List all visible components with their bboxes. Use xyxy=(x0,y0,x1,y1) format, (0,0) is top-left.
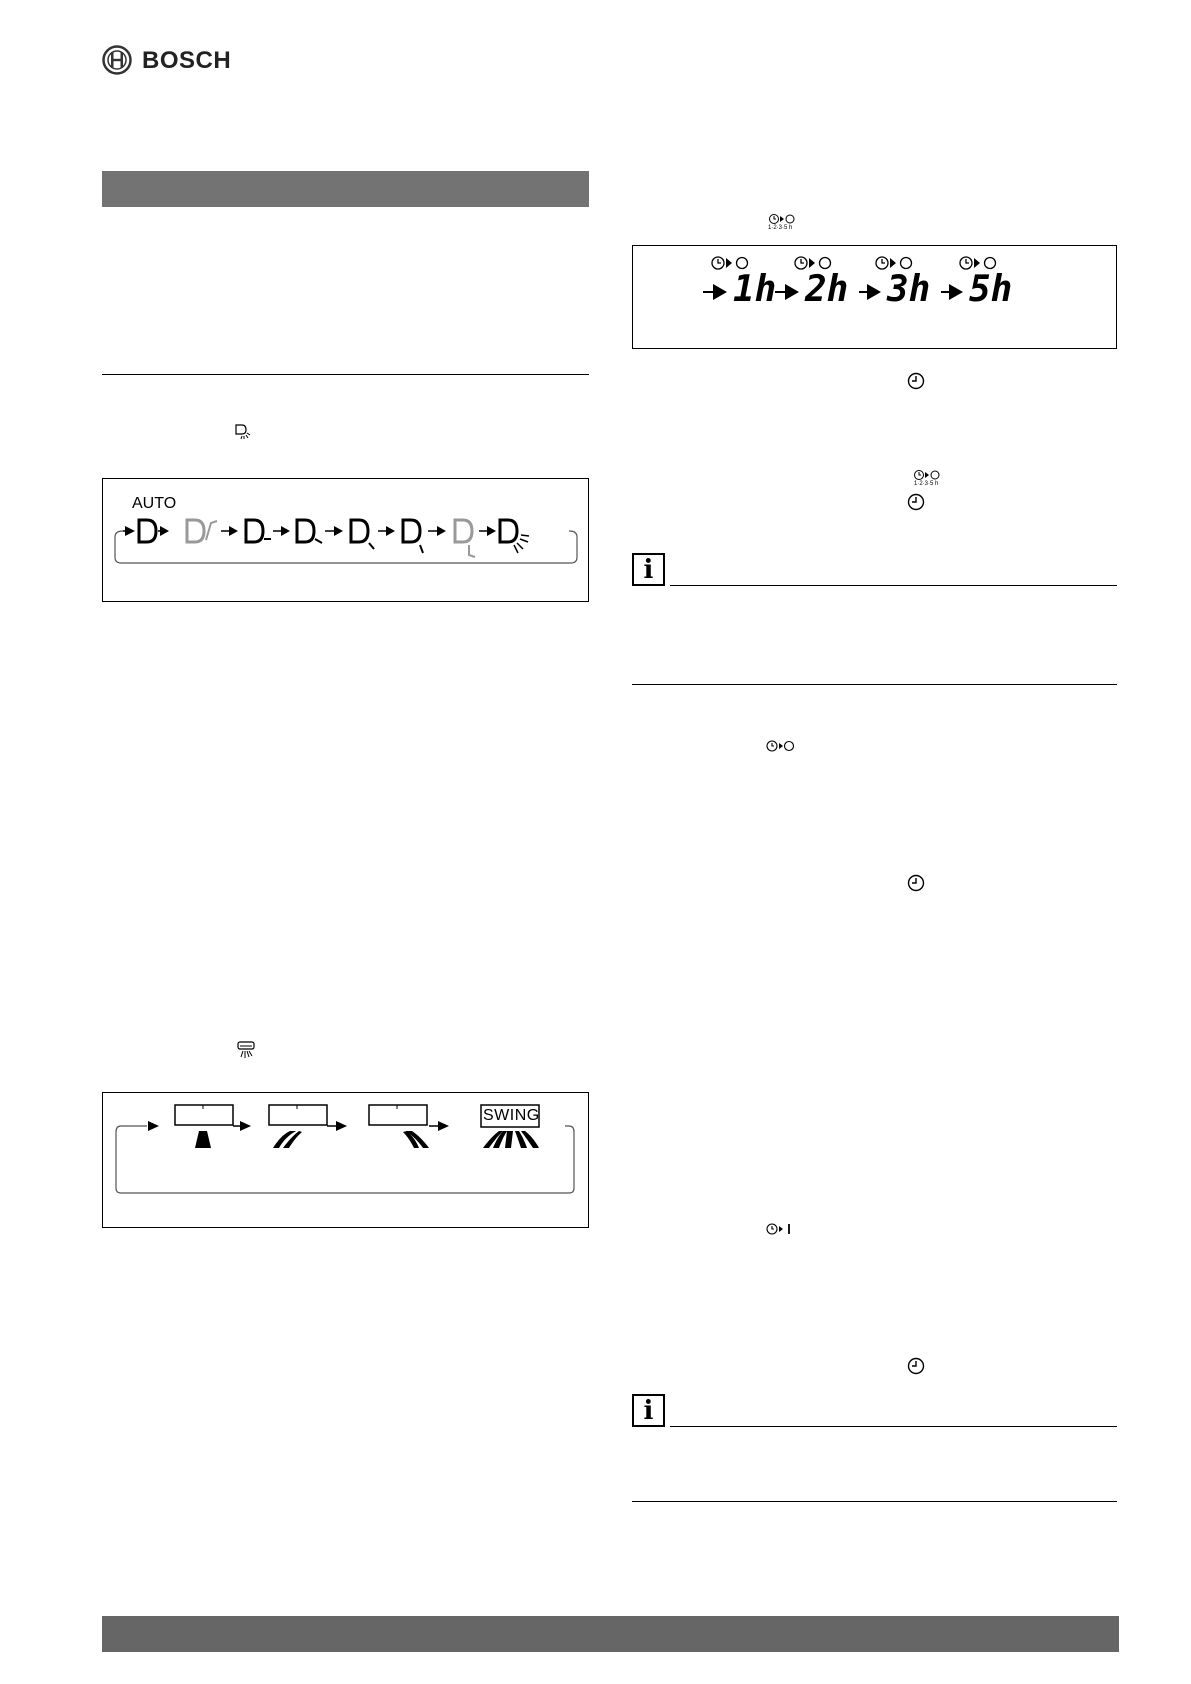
swing-position-diagram xyxy=(102,1092,589,1228)
louver-cycle-graphic xyxy=(103,479,588,601)
arrow-icon xyxy=(125,526,135,536)
bosch-logo xyxy=(102,44,232,78)
footer-bar xyxy=(102,1616,1119,1652)
louver-horizontal-icon xyxy=(236,1040,256,1060)
left-divider xyxy=(102,374,589,375)
auto-label: AUTO xyxy=(132,495,177,512)
louver-pos-5 xyxy=(351,520,368,542)
bosch-emblem-icon xyxy=(102,45,132,75)
timer-step-5h: 5h xyxy=(969,269,1013,310)
off-timer-diagram xyxy=(632,245,1117,349)
timer-step-3h: 3h xyxy=(887,269,931,310)
louver-pos-3 xyxy=(246,520,263,542)
clock-icon xyxy=(907,1357,925,1375)
clock-icon xyxy=(907,874,925,892)
clock-icon xyxy=(907,493,925,511)
arrow-icon xyxy=(148,1121,159,1131)
info-icon: i xyxy=(632,1394,665,1427)
timer-icons-row xyxy=(633,246,1116,348)
louver-pos-2 xyxy=(187,520,204,542)
louver-position-diagram xyxy=(102,478,589,602)
off-timer-icon xyxy=(766,213,796,233)
brand-name: BOSCH xyxy=(142,47,232,74)
off-timer-caption: 1·2·3·5 h xyxy=(768,225,793,231)
swing-label: SWING xyxy=(483,1107,540,1124)
clock-to-on-icon xyxy=(766,1222,794,1236)
louver-pos-swing xyxy=(500,520,517,542)
louver-pos-6 xyxy=(403,520,420,542)
info-note-rule xyxy=(670,1426,1117,1427)
right-divider xyxy=(632,684,1117,685)
louver-pos-1 xyxy=(139,520,156,542)
info-icon: i xyxy=(632,553,665,586)
louver-pos-7 xyxy=(455,520,472,542)
clock-to-off-icon xyxy=(914,469,940,481)
timer-step-2h: 2h xyxy=(805,269,849,310)
louver-vertical-icon xyxy=(233,422,253,444)
clock-to-off-icon xyxy=(769,213,795,225)
clock-icon xyxy=(907,372,925,390)
off-timer-icon-small xyxy=(914,469,944,489)
info-note-rule xyxy=(670,585,1117,586)
louver-pos-4 xyxy=(297,520,314,542)
timer-step-1h: 1h xyxy=(733,269,777,310)
section-header-bar xyxy=(102,171,589,207)
clock-to-off-icon xyxy=(766,739,794,753)
right-divider xyxy=(632,1501,1117,1502)
off-timer-caption: 1·2·3·5 h xyxy=(914,481,939,487)
